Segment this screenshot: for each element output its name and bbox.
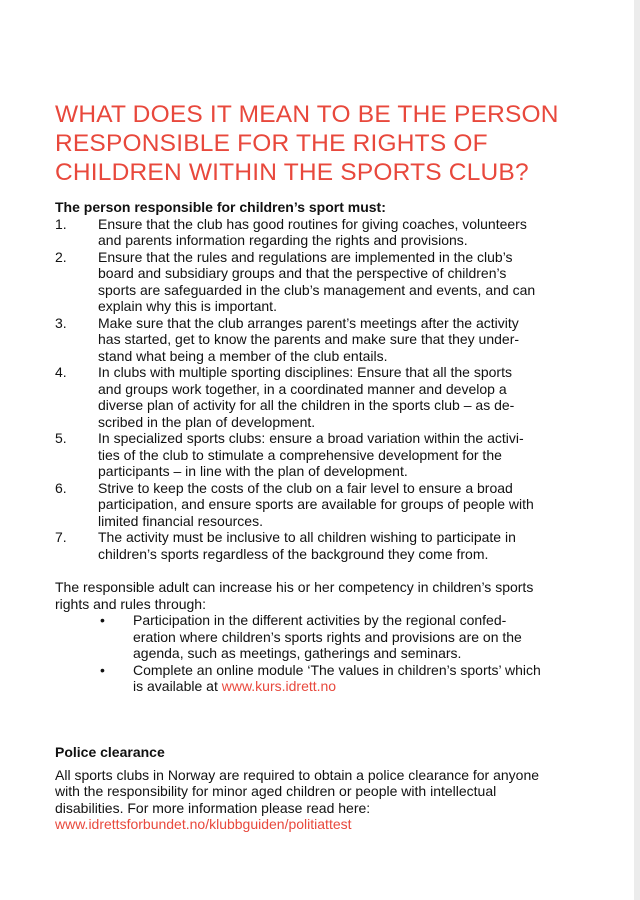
bullet-icon: •: [100, 661, 105, 678]
police-clearance-link[interactable]: www.idrettsforbundet.no/klubbguiden/politiattest: [55, 816, 352, 832]
bullet-item: [55, 612, 590, 662]
paragraph-line: All sports clubs in Norway are required to obtain a police clearance for anyone: [55, 766, 540, 783]
page-edge: [634, 0, 640, 900]
bullet-text-line: [133, 678, 541, 695]
item-text-line: Strive to keep the costs of the club on a fair level to ensure a broad: [98, 479, 513, 496]
item-number: 6.: [55, 479, 67, 496]
bullet-text-line: agenda, such as meetings, gatherings and seminars.: [133, 645, 462, 661]
item-text-line: ties of the club to stimulate a comprehensive development for the: [98, 446, 502, 463]
list-item: [55, 364, 590, 430]
item-text-line: Ensure that the club has good routines for giving coaches, volunteers: [98, 215, 527, 232]
page-content: [55, 100, 590, 695]
list-item: [55, 430, 590, 480]
item-text-line: Make sure that the club arranges parent’s meetings after the activity: [98, 314, 519, 331]
bullet-text-line: eration where children’s sports rights and provisions are on the: [133, 628, 522, 645]
item-text-line: sports are safeguarded in the club’s management and events, and can: [98, 281, 536, 298]
competency-bullets: [55, 612, 590, 695]
item-text-line: scribed in the plan of development.: [98, 413, 316, 430]
list-item: [55, 249, 590, 315]
item-text-line: and groups work together, in a coordinated manner and develop a: [98, 380, 507, 397]
bullet-text-line: Complete an online module ‘The values in children’s sports’ which: [133, 661, 541, 678]
police-clearance-heading: Police clearance: [55, 744, 165, 760]
item-number: 3.: [55, 314, 67, 331]
item-number: 1.: [55, 215, 67, 232]
paragraph-line: with the responsibility for minor aged children or people with intellectual: [55, 783, 497, 799]
item-text-line: board and subsidiary groups and that the perspective of children’s: [98, 265, 507, 281]
title-line: CHILDREN WITHIN THE SPORTS CLUB?: [55, 159, 529, 186]
item-text-line: stand what being a member of the club entails.: [98, 347, 388, 364]
item-text-line: In clubs with multiple sporting disciplines: Ensure that all the sports: [98, 364, 512, 380]
item-text-line: explain why this is important.: [98, 298, 277, 314]
title-line: RESPONSIBLE FOR THE RIGHTS OF: [55, 130, 488, 157]
item-text-line: has started, get to know the parents and make sure that they under-: [98, 331, 520, 347]
bullet-item: [55, 662, 590, 695]
item-text-line: participation, and ensure sports are available for groups of people with: [98, 496, 534, 512]
item-number: 2.: [55, 248, 67, 265]
item-text-line: In specialized sports clubs: ensure a broad variation within the activi-: [98, 430, 524, 446]
police-clearance-body: [55, 767, 590, 833]
list-item: [55, 529, 590, 562]
list-item: [55, 216, 590, 249]
item-text-line: and parents information regarding the rights and provisions.: [98, 232, 468, 248]
responsibilities-heading: The person responsible for children’s sport must:: [55, 199, 386, 215]
bullet-text-line: Participation in the different activities by the regional confed-: [133, 612, 507, 628]
kurs-idrett-link[interactable]: www.kurs.idrett.no: [221, 678, 337, 694]
item-text-line: diverse plan of activity for all the children in the sports club – as de-: [98, 397, 515, 413]
item-number: 7.: [55, 529, 67, 545]
item-text-line: children’s sports regardless of the background they come from.: [98, 545, 489, 562]
list-item: [55, 480, 590, 530]
responsibilities-list: [55, 216, 590, 563]
item-number: 5.: [55, 430, 67, 446]
competency-paragraph: [55, 579, 590, 612]
item-text-line: participants – in line with the plan of development.: [98, 463, 408, 479]
item-number: 4.: [55, 364, 67, 380]
bullet-icon: •: [100, 612, 105, 628]
item-text-line: limited financial resources.: [98, 512, 263, 529]
list-item: [55, 315, 590, 365]
paragraph-line: disabilities. For more information please read here:: [55, 799, 371, 816]
paragraph-line: rights and rules through:: [55, 595, 206, 612]
title-line: WHAT DOES IT MEAN TO BE THE PERSON: [55, 101, 559, 128]
link-prefix: is available at: [133, 678, 222, 694]
page-title: [55, 100, 590, 187]
police-clearance-section: [55, 744, 590, 833]
paragraph-line: The responsible adult can increase his or her competency in children’s sports: [55, 579, 534, 595]
item-text-line: Ensure that the rules and regulations are implemented in the club’s: [98, 248, 513, 265]
item-text-line: The activity must be inclusive to all children wishing to participate in: [98, 529, 516, 545]
